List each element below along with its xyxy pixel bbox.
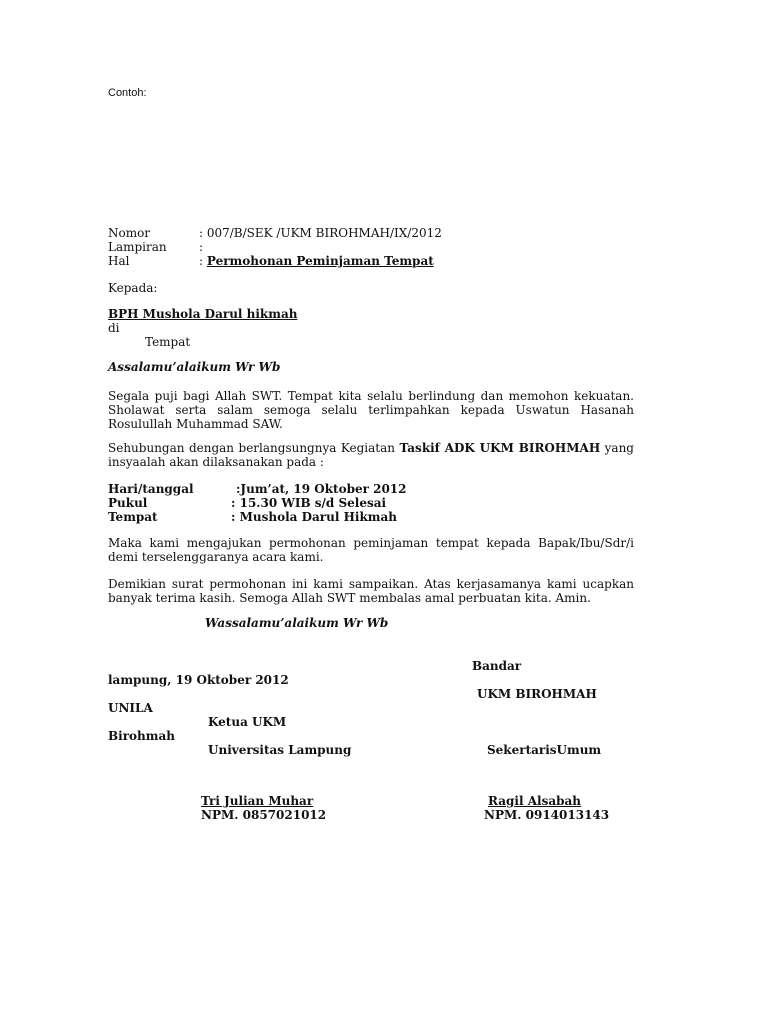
recipient-tempat: Tempat bbox=[145, 335, 191, 349]
hal-value: Permohonan Peminjaman Tempat bbox=[206, 254, 434, 268]
place-label: Tempat bbox=[108, 510, 158, 524]
closing: Wassalamu’alaikum Wr Wb bbox=[205, 616, 389, 630]
paragraph-2 bbox=[108, 441, 634, 469]
header-label: Contoh: bbox=[108, 87, 147, 99]
hal-row bbox=[199, 254, 434, 268]
paragraph-3: Maka kami mengajukan permohonan peminjaman tempat kepada Bapak/Ibu/Sdr/i demi terselenggaranya acara kami. bbox=[108, 536, 634, 564]
paragraph-1: Segala puji bagi Allah SWT. Tempat kita selalu berlindung dan memohon kekuatan. Sholawat serta salam semoga selalu terlimpahkan kepada Uswatun Hasanah Rosulullah Muhammad SAW. bbox=[108, 389, 634, 431]
lampiran-value: : bbox=[199, 240, 204, 254]
signer-1-npm: NPM. 0857021012 bbox=[201, 808, 327, 822]
day-label: Hari/tanggal bbox=[108, 482, 194, 496]
recipient-name: BPH Mushola Darul hikmah bbox=[108, 307, 298, 321]
signer-1-name: Tri Julian Muhar bbox=[201, 794, 314, 808]
bandar-text: Bandar bbox=[472, 659, 522, 673]
org-right: UKM BIROHMAH bbox=[477, 687, 597, 701]
signer-2-npm: NPM. 0914013143 bbox=[484, 808, 610, 822]
kepada-label: Kepada: bbox=[108, 281, 158, 295]
sekretaris-title: SekertarisUmum bbox=[487, 743, 602, 757]
hal-colon: : bbox=[199, 254, 204, 268]
event-name: Taskif ADK UKM BIROHMAH bbox=[399, 441, 601, 455]
ketua-title: Ketua UKM bbox=[208, 715, 287, 729]
hal-label: Hal bbox=[108, 254, 130, 268]
universitas-text: Universitas Lampung bbox=[208, 743, 352, 757]
paragraph-2-prefix: Sehubungan dengan berlangsungnya Kegiatan bbox=[108, 441, 396, 455]
birohmah-text: Birohmah bbox=[108, 729, 175, 743]
day-value: :Jum’at, 19 Oktober 2012 bbox=[236, 482, 407, 496]
paragraph-4: Demikian surat permohonan ini kami sampaikan. Atas kerjasamanya kami ucapkan banyak terima kasih. Semoga Allah SWT membalas amal perbuatan kita. Amin. bbox=[108, 577, 634, 605]
time-label: Pukul bbox=[108, 496, 148, 510]
unila-text: UNILA bbox=[108, 701, 153, 715]
nomor-label: Nomor bbox=[108, 226, 151, 240]
greeting: Assalamu’alaikum Wr Wb bbox=[108, 360, 281, 374]
signer-2-name: Ragil Alsabah bbox=[488, 794, 581, 808]
place-value: : Mushola Darul Hikmah bbox=[231, 510, 397, 524]
paragraph-2-suffix: yang insyaalah akan dilaksanakan pada : bbox=[108, 441, 634, 469]
lampiran-label: Lampiran bbox=[108, 240, 167, 254]
nomor-value: : 007/B/SEK /UKM BIROHMAH/IX/2012 bbox=[199, 226, 442, 240]
time-value: : 15.30 WIB s/d Selesai bbox=[231, 496, 387, 510]
recipient-di: di bbox=[108, 321, 120, 335]
place-date: lampung, 19 Oktober 2012 bbox=[108, 673, 289, 687]
